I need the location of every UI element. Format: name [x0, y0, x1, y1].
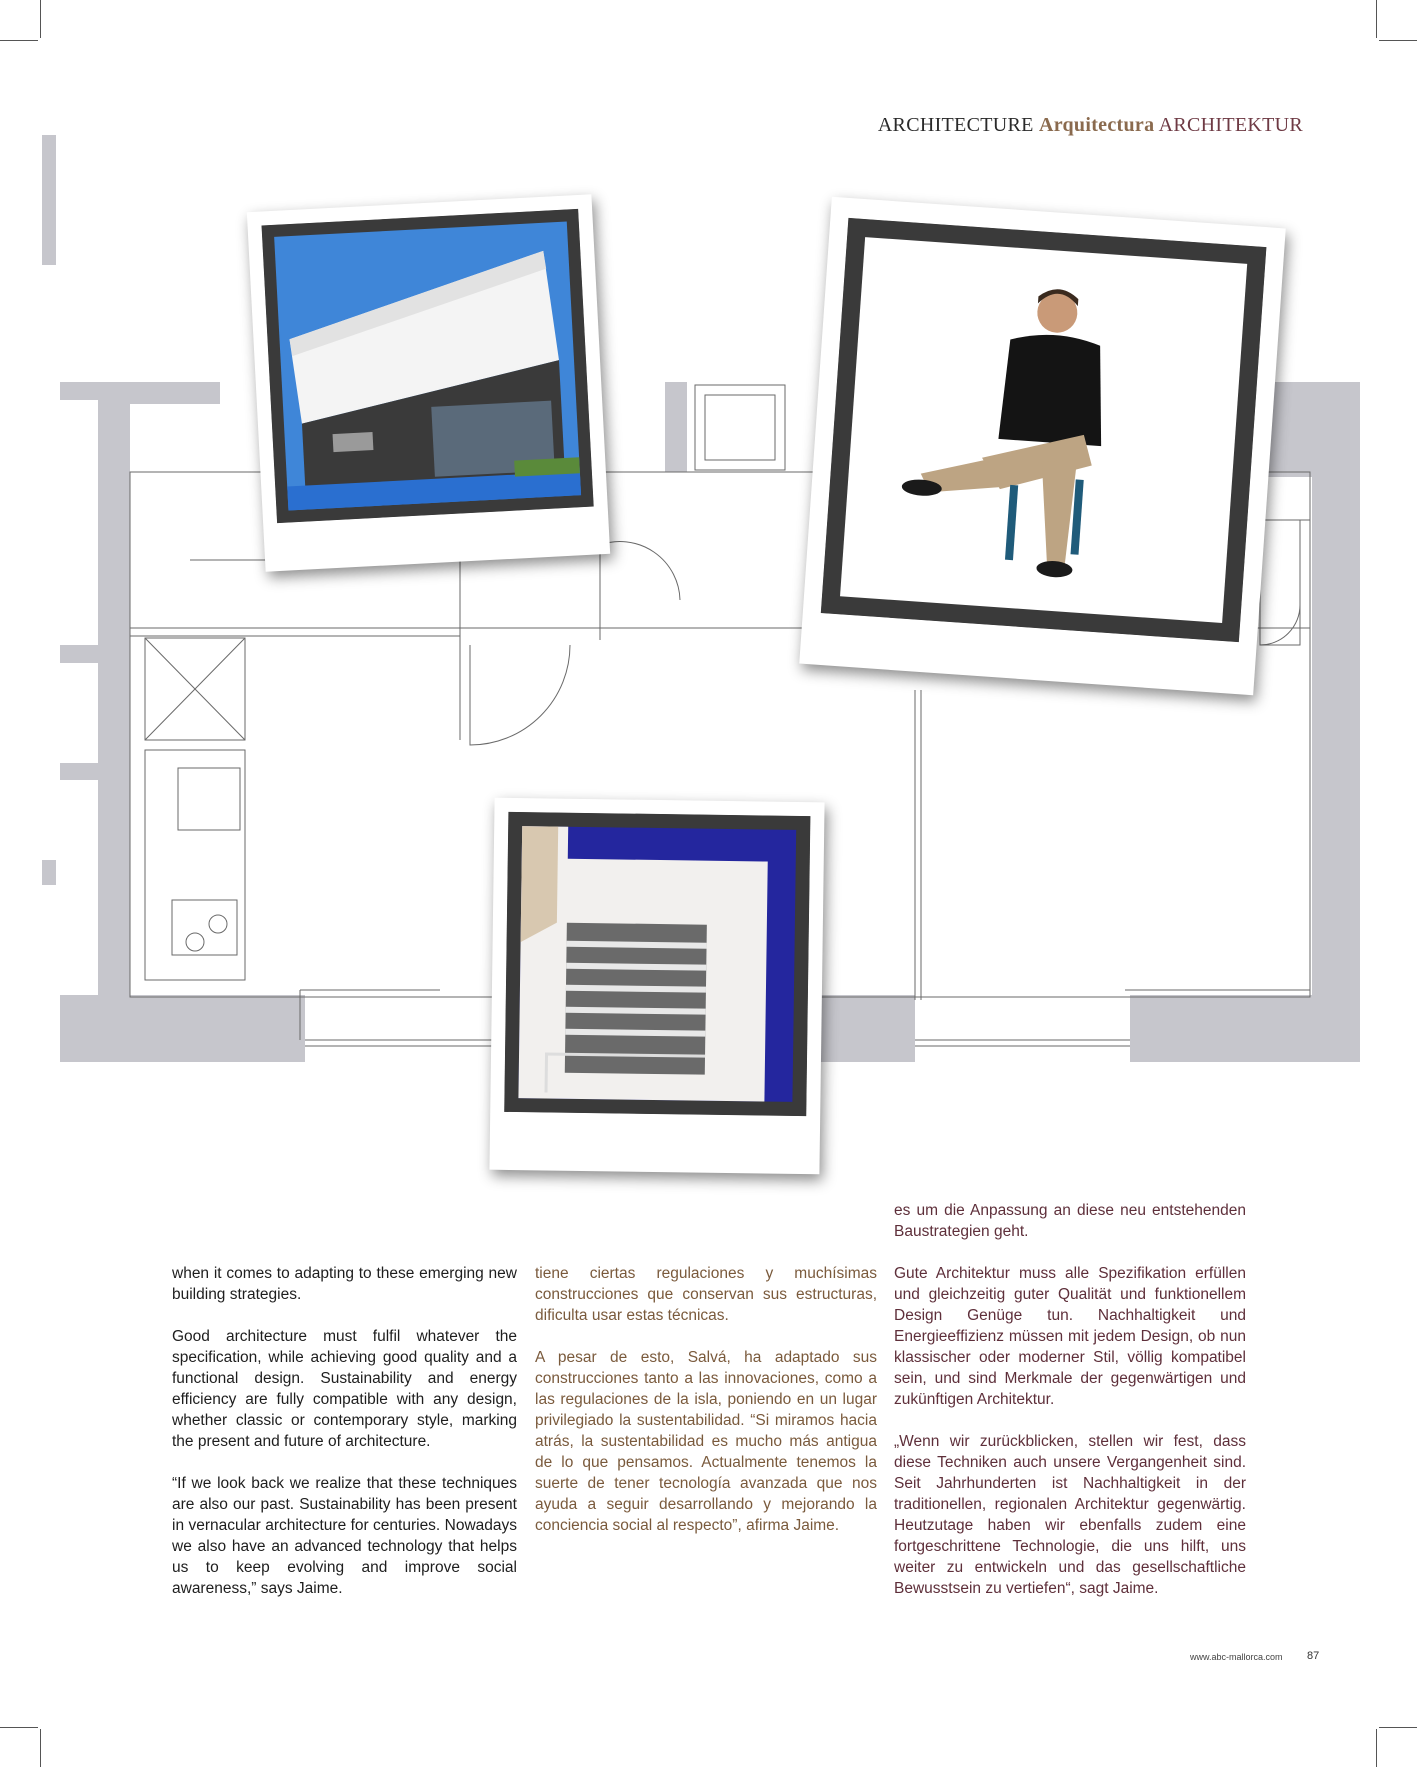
crop-mark	[1376, 1729, 1377, 1767]
architect-portrait-photo	[821, 218, 1267, 642]
german-column	[894, 1200, 1246, 1599]
section-title-german: ARCHITEKTUR	[1158, 114, 1303, 136]
facade-detail-photo	[504, 812, 810, 1116]
spanish-column	[535, 1263, 877, 1536]
crop-mark	[0, 1727, 38, 1728]
spanish-paragraph: tiene ciertas regulaciones y muchísimas construcciones que conservan sus estructuras, dificulta usar estas técnicas.	[535, 1265, 877, 1324]
german-paragraph: es um die Anpassung an diese neu entstehenden Baustrategien geht.	[894, 1202, 1246, 1240]
page-number: 87	[1307, 1650, 1320, 1662]
crop-mark	[1379, 1727, 1417, 1728]
english-paragraph: when it comes to adapting to these emerging new building strategies.	[172, 1265, 517, 1303]
english-column	[172, 1263, 517, 1599]
english-paragraph: “If we look back we realize that these techniques are also our past. Sustainability has been present in vernacular architecture for centuries. Nowadays we also have an advanced technology that helps us to keep evolving and improve social awareness,” says Jaime.	[172, 1475, 517, 1597]
detail-polaroid	[489, 798, 824, 1175]
spanish-paragraph: A pesar de esto, Salvá, ha adaptado sus construcciones tanto a las innovaciones, como a las regulaciones de la isla, poniendo en un lugar privilegiado la sustentabilidad. “Si miramos hacia atrás, la sustentabilidad es mucho más antigua de lo que pensamos. Actualmente tenemos la suerte de tener tecnología avanzada que nos ayuda a seguir desarrollando y mejorando la conciencia social al respecto”, afirma Jaime.	[535, 1349, 877, 1534]
section-title-spanish: Arquitectura	[1038, 114, 1155, 136]
house-photo	[262, 209, 594, 523]
section-header	[878, 114, 1303, 137]
architect-polaroid	[799, 197, 1286, 696]
website-url[interactable]: www.abc-mallorca.com	[1190, 1652, 1283, 1662]
crop-mark	[40, 1729, 41, 1767]
house-polaroid	[247, 194, 610, 572]
german-paragraph: Gute Architektur muss alle Spezifikation erfüllen und gleichzeitig guter Qualität und funktionellem Design Genüge tun. Nachhaltigkeit und Energieeffizienz müssen mit jedem Design, ob nun klassischer oder moderner Stil, völlig kompatibel sein, und sind Merkmale der gegenwärtigen und zukünftigen Architektur.	[894, 1265, 1246, 1408]
english-paragraph: Good architecture must fulfil whatever the specification, while achieving good quality and a functional design. Sustainability and energy efficiency are fully compatible with any design, whether classic or contemporary style, marking the present and future of architecture.	[172, 1328, 517, 1450]
section-title-english: ARCHITECTURE	[877, 114, 1034, 136]
german-paragraph: „Wenn wir zurückblicken, stellen wir fest, dass diese Techniken auch unsere Vergangenheit sind. Seit Jahrhunderten ist Nachhaltigkeit in der traditionellen, regionalen Architektur gegenwärtig. Heutzutage haben wir ebenfalls zudem eine fortgeschrittene Technologie, die uns hilft, uns weiter zu entwickeln und das gesellschaftliche Bewusstsein zu vertiefen“, sagt Jaime.	[894, 1433, 1246, 1597]
